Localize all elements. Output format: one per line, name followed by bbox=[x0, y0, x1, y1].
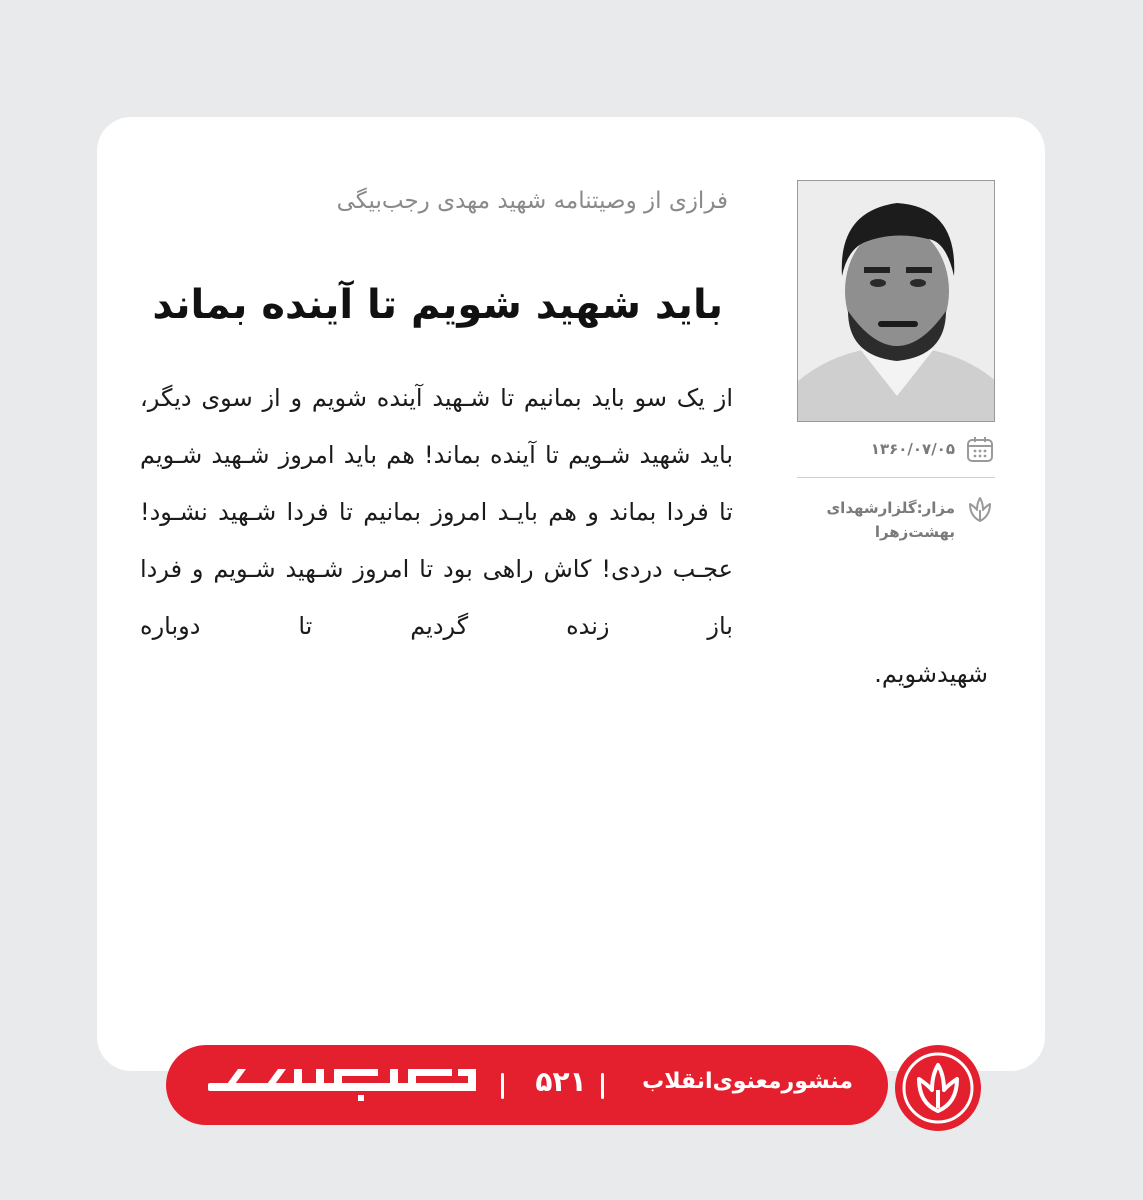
tulip-icon bbox=[965, 494, 995, 524]
footer-separator bbox=[501, 1073, 504, 1099]
calendar-icon bbox=[965, 434, 995, 464]
post-title: باید شهید شویم تا آینده بماند bbox=[152, 282, 723, 328]
footer-banner bbox=[166, 1045, 888, 1125]
tulip-icon bbox=[895, 1045, 981, 1131]
martyr-portrait bbox=[797, 180, 995, 422]
footer-label: منشورمعنوی‌انقلاب bbox=[642, 1069, 853, 1094]
burial-place bbox=[797, 494, 995, 554]
burial-line-1: مزار:گلزارشهدای bbox=[826, 499, 955, 517]
meta-divider bbox=[797, 477, 995, 478]
testament-text-end: شهیدشویم. bbox=[874, 660, 988, 688]
footer-emblem bbox=[895, 1045, 981, 1131]
martyrdom-date bbox=[797, 432, 995, 466]
brand-logo bbox=[208, 1065, 476, 1107]
footer-separator bbox=[601, 1073, 604, 1099]
post-subtitle: فرازی از وصیتنامه شهید مهدی رجب‌بیگی bbox=[336, 188, 728, 214]
burial-line-2: بهشت‌زهرا bbox=[874, 523, 955, 541]
date-value: ۱۳۶۰/۰۷/۰۵ bbox=[870, 440, 955, 458]
testament-text: از یک سو باید بمانیم تا شـهید آینده شویم و از سوی دیگر، باید شهید شـویم تا آینده بماند! هم باید امروز شـهید شـویم تا فردا بماند و هم بایـد امروز بمانیم تا فردا شـهید نشـود! عجـب دردی! کاش راهی بود تا امروز شـهید شـویم و فردا باز زنده گردیم تا دوباره bbox=[140, 384, 733, 640]
issue-number: ۵۲۱ bbox=[535, 1065, 587, 1098]
